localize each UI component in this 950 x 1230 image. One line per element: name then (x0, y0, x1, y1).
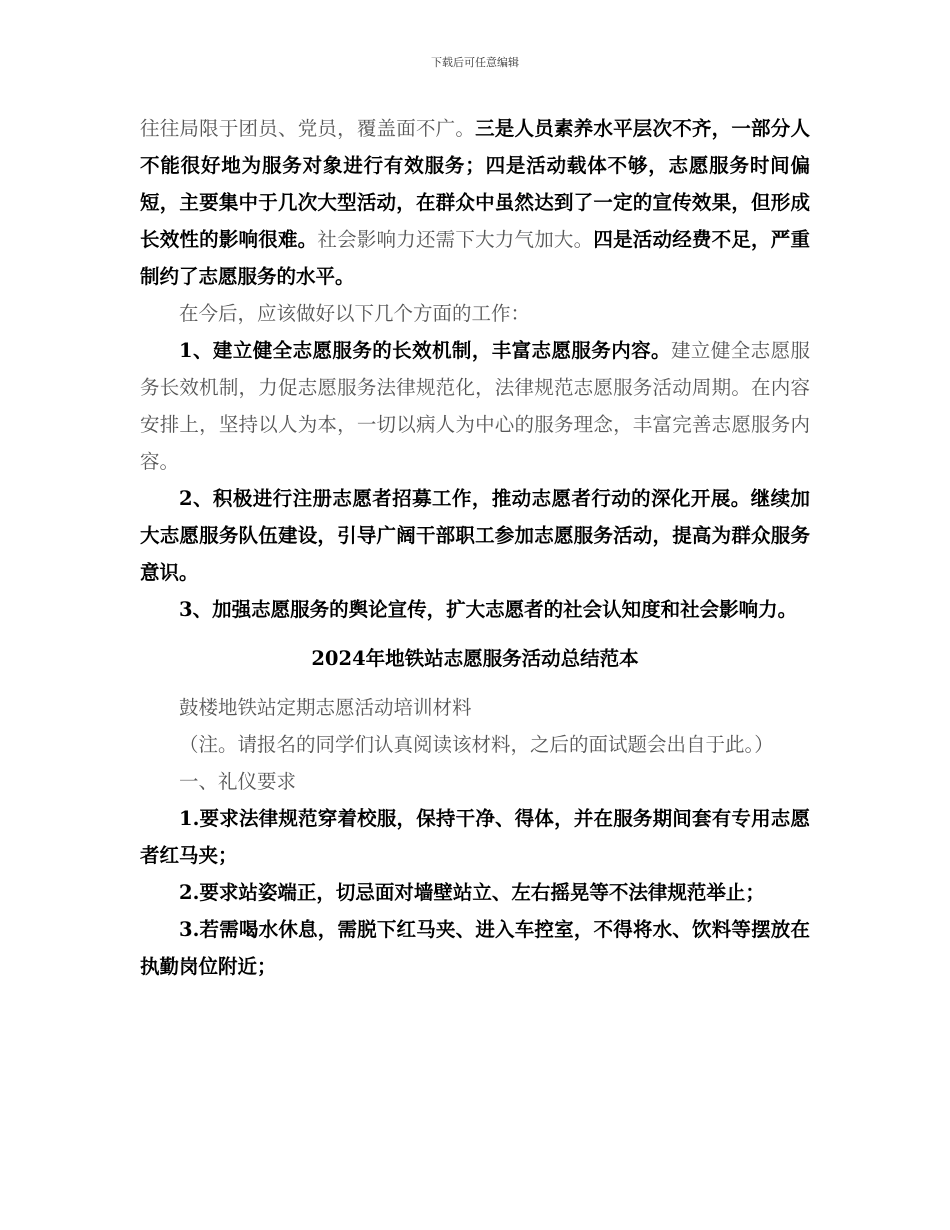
paragraph-5: 3、加强志愿服务的舆论宣传，扩大志愿者的社会认知度和社会影响力。 (179, 598, 798, 621)
paragraph-1-text-b: 三是人员素养水平层次不齐，一部分人不能很好地为服务对象进行有效服务；四是活动载体不够，志愿服务时间偏短，主要集中于几次大型活动，在群众中虽然达到了一定的宣传效果，但形成长效性的影响很难。 (140, 117, 810, 251)
page-header: 下载后可任意编辑 (431, 56, 519, 69)
paragraph-3-text: 建立健全志愿服务长效机制，力促志愿服务法律规范化，法律规范志愿服务活动周期。在内容安排上，坚持以人为本，一切以病人为中心的服务理念，丰富完善志愿服务内容。 (140, 339, 810, 473)
paragraph-4: 2、积极进行注册志愿者招募工作，推动志愿者行动的深化开展。继续加大志愿服务队伍建设，引导广阔干部职工参加志愿服务活动，提高为群众服务意识。 (140, 487, 810, 584)
section-heading-etiquette: 一、礼仪要求 (179, 770, 297, 793)
document-body (140, 110, 810, 985)
rule-item-3: 3.若需喝水休息，需脱下红马夹、进入车控室，不得将水、饮料等摆放在执勤岗位附近； (140, 918, 810, 978)
paragraph-1 (140, 110, 810, 295)
paragraph-1-text-a: 往往局限于团员、党员，覆盖面不广。 (140, 117, 476, 140)
paragraph-2: 在今后，应该做好以下几个方面的工作： (179, 302, 531, 325)
paragraph-3 (140, 332, 810, 480)
paragraph-1-text-d: 四是活动经费不足，严重制约了志愿服务的水平。 (140, 228, 810, 288)
paragraph-6: 鼓楼地铁站定期志愿活动培训材料 (179, 696, 472, 719)
rule-item-2: 2.要求站姿端正，切忌面对墙壁站立、左右摇晃等不法律规范举止； (179, 881, 765, 904)
paragraph-7: （注。请报名的同学们认真阅读该材料，之后的面试题会出自于此。） (179, 733, 774, 756)
paragraph-3-heading: 1、建立健全志愿服务的长效机制，丰富志愿服务内容。 (179, 339, 671, 362)
section-title: 2024年地铁站志愿服务活动总结范本 (311, 647, 639, 670)
paragraph-1-text-c: 社会影响力还需下大力气加大。 (317, 228, 594, 251)
rule-item-1: 1.要求法律规范穿着校服，保持干净、得体，并在服务期间套有专用志愿者红马夹； (140, 807, 810, 867)
